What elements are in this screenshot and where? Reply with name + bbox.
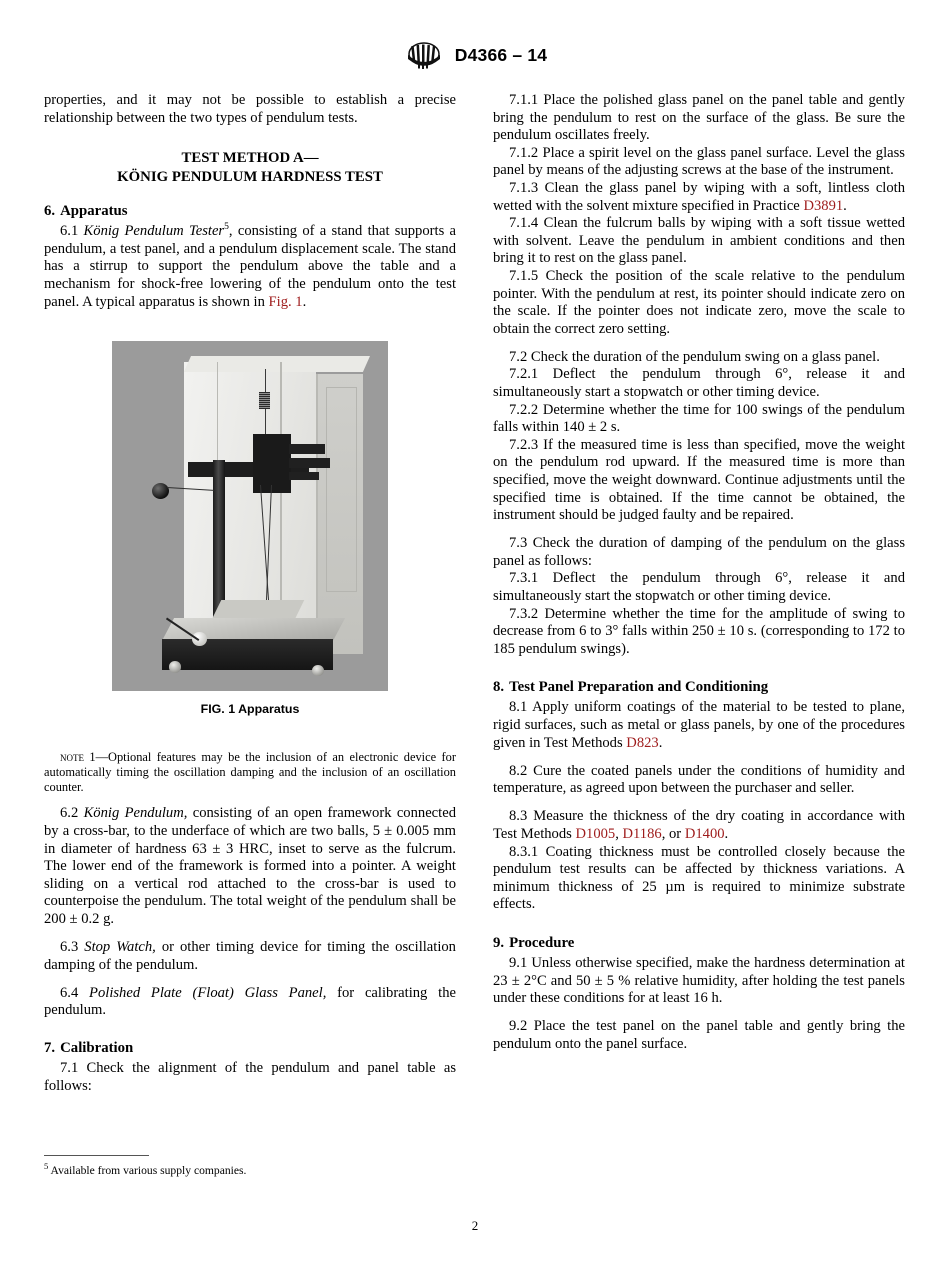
paragraph-8-2 bbox=[493, 763, 905, 798]
standard-designation: D4366 – 14 bbox=[454, 44, 548, 65]
two-column-body bbox=[44, 92, 906, 1095]
paragraph-6-2 bbox=[44, 805, 456, 928]
instrument-base-body bbox=[162, 639, 333, 671]
link-d1186[interactable]: D1186 bbox=[622, 825, 662, 842]
head-arm-lower bbox=[289, 472, 319, 480]
paragraph-7-3-2 bbox=[493, 606, 905, 659]
paragraph-7-3 bbox=[493, 535, 905, 570]
head-arm-upper bbox=[289, 444, 325, 453]
paragraph-7-2-3-number: 7.2.3 bbox=[509, 436, 539, 453]
link-fig-1[interactable]: Fig. 1 bbox=[268, 293, 303, 310]
link-d1400[interactable]: D1400 bbox=[684, 825, 725, 842]
paragraph-7-2-2-number: 7.2.2 bbox=[509, 401, 539, 418]
note-text: Optional features may be the inclusion of an electronic device for automatically timing the oscillation damping and the inclusion of an oscillation counter. bbox=[44, 750, 456, 794]
paragraph-6-3 bbox=[44, 939, 456, 974]
paragraph-7-1-3-number: 7.1.3 bbox=[509, 179, 539, 196]
paragraph-6-1-body-a: , consisting of a stand that supports a pendulum, a test panel, and a pendulum displacement scale. The stand has a stirrup to support the pendulum above the table and a mechanism for shock-free lowering of the pendulum onto the test panel. A typical apparatus is shown in bbox=[44, 223, 457, 310]
paragraph-7-2-3 bbox=[493, 437, 905, 525]
paragraph-6-2-number: 6.2 bbox=[60, 805, 79, 822]
paragraph-7-1-2-number: 7.1.2 bbox=[509, 144, 539, 161]
paragraph-7-2-1 bbox=[493, 366, 905, 401]
paragraph-7-1-4-body: Clean the fulcrum balls by wiping with a soft tissue wetted with solvent. Leave the pendulum in ambient conditions and then bring it to rest on the glass panel. bbox=[493, 215, 905, 267]
paragraph-8-3-number: 8.3 bbox=[509, 808, 528, 825]
paragraph-7-1-1-body: Place the polished glass panel on the panel table and gently bring the pendulum to rest on the surface of the glass. Be sure the pendulum oscillates freely. bbox=[493, 92, 905, 144]
paragraph-6-4 bbox=[44, 985, 456, 1020]
paragraph-8-1-body-b: . bbox=[658, 734, 663, 751]
paragraph-8-3-sep1: , bbox=[615, 825, 623, 842]
note-label: note bbox=[60, 750, 84, 765]
footnote-5-text: Available from various supply companies. bbox=[48, 1164, 247, 1177]
paragraph-6-4-body: for calibrating the pendulum. bbox=[44, 984, 456, 1019]
paragraph-7-1-4-number: 7.1.4 bbox=[509, 215, 539, 232]
paragraph-6-4-term: Polished Plate (Float) Glass Panel, bbox=[89, 984, 327, 1001]
link-d3891[interactable]: D3891 bbox=[803, 197, 844, 214]
link-d823[interactable]: D823 bbox=[626, 734, 659, 751]
leveling-foot-right bbox=[312, 665, 324, 676]
paragraph-6-3-number: 6.3 bbox=[60, 939, 79, 956]
paragraph-6-1 bbox=[44, 223, 456, 311]
section-8-heading bbox=[493, 678, 905, 696]
paragraph-9-1 bbox=[493, 955, 905, 1008]
paragraph-6-1-body-b: . bbox=[302, 293, 307, 310]
paragraph-7-2-2-body: Determine whether the time for 100 swings of the pendulum falls within 140 ± 2 s. bbox=[493, 401, 905, 436]
paragraph-8-3-1-body: Coating thickness must be controlled closely because the pendulum test results can be affected by thickness variations. A minimum thickness of 25 µm is required to minimize substrate effects. bbox=[493, 843, 905, 913]
leveling-foot-left bbox=[169, 661, 181, 672]
test-method-heading-line1: TEST METHOD A— bbox=[181, 150, 319, 167]
section-7-heading bbox=[44, 1039, 456, 1057]
footnote-area bbox=[44, 1155, 456, 1178]
panel-table bbox=[213, 600, 304, 618]
paragraph-7-1-2 bbox=[493, 145, 905, 180]
paragraph-7-2-1-number: 7.2.1 bbox=[509, 366, 539, 383]
paragraph-8-1-body-a: Apply uniform coatings of the material to be tested to plane, rigid surfaces, such as metal or glass panels, by one of the procedures given in Test Methods bbox=[493, 699, 906, 751]
paragraph-8-2-body: Cure the coated panels under the conditions of humidity and temperature, as agreed upon between the purchaser and seller. bbox=[493, 762, 905, 797]
paragraph-9-2-number: 9.2 bbox=[509, 1018, 528, 1035]
paragraph-7-1-3-body-a: Clean the glass panel by wiping with a soft, lintless cloth wetted with the solvent mixture specified in Practice bbox=[493, 179, 905, 214]
section-7-number: 7. bbox=[44, 1039, 56, 1056]
paragraph-7-2-2 bbox=[493, 402, 905, 437]
note-number: 1 bbox=[89, 750, 96, 765]
paragraph-8-3-body-a: Measure the thickness of the dry coating in accordance with Test Methods bbox=[493, 808, 905, 842]
footnote-5 bbox=[44, 1161, 456, 1178]
link-d1005[interactable]: D1005 bbox=[575, 825, 616, 842]
continued-paragraph: properties, and it may not be possible to establish a precise relationship between the two types of pendulum tests. bbox=[44, 92, 456, 126]
test-method-heading-line2: KÖNIG PENDULUM HARDNESS TEST bbox=[117, 168, 383, 185]
astm-logo-icon bbox=[403, 40, 445, 70]
paragraph-7-1-3 bbox=[493, 180, 905, 215]
paragraph-6-3-term: Stop Watch, bbox=[84, 939, 156, 956]
page-header bbox=[0, 40, 950, 70]
section-9-number: 9. bbox=[493, 934, 505, 951]
paragraph-7-1-body: Check the alignment of the pendulum and panel table as follows: bbox=[44, 1059, 456, 1094]
paragraph-7-1-4 bbox=[493, 215, 905, 268]
paragraph-7-1-5 bbox=[493, 268, 905, 338]
paragraph-8-3 bbox=[493, 808, 905, 843]
paragraph-7-2-body: Check the duration of the pendulum swing on a glass panel. bbox=[530, 348, 880, 365]
section-8-number: 8. bbox=[493, 679, 505, 696]
paragraph-6-2-term: König Pendulum, bbox=[83, 805, 188, 822]
paragraph-9-2 bbox=[493, 1018, 905, 1053]
paragraph-6-4-number: 6.4 bbox=[60, 984, 79, 1001]
section-7-title: Calibration bbox=[60, 1039, 134, 1056]
section-9-title: Procedure bbox=[509, 934, 575, 951]
paragraph-7-1-5-number: 7.1.5 bbox=[509, 267, 539, 284]
footnote-5-marker: 5 bbox=[44, 1161, 49, 1172]
section-6-heading bbox=[44, 202, 456, 220]
paragraph-7-3-body: Check the duration of damping of the pendulum on the glass panel as follows: bbox=[493, 535, 905, 569]
footnote-marker-5[interactable]: 5 bbox=[224, 221, 229, 233]
paragraph-6-2-body: consisting of an open framework connected by a cross-bar, to the underface of which are two balls, 5 ± 0.005 mm in diameter of hardness 63 ± 3 HRC, inset to serve as the fulcrum. The lower end of the framework is formed into a pointer. A weight sliding on a vertical rod attached to the cross-bar is used to counterpoise the pendulum. The total weight of the pendulum shall be 200 ± 0.2 g. bbox=[44, 805, 456, 927]
paragraph-7-1-2-body: Place a spirit level on the glass panel surface. Level the glass panel by means of the adjusting screws at the base of the instrument. bbox=[493, 144, 905, 179]
cabinet-top-panel bbox=[184, 356, 370, 372]
note-dash: — bbox=[95, 750, 109, 765]
paragraph-7-2 bbox=[493, 349, 905, 367]
paragraph-8-3-sep2: , or bbox=[661, 825, 685, 842]
paragraph-9-1-number: 9.1 bbox=[509, 954, 528, 971]
paragraph-7-1-1-number: 7.1.1 bbox=[509, 92, 539, 108]
paragraph-7-3-1-body: Deflect the pendulum through 6°, release it and simultaneously start the stopwatch or other timing device. bbox=[493, 570, 905, 605]
section-6-title: Apparatus bbox=[60, 203, 128, 220]
right-column bbox=[493, 92, 905, 1095]
cabinet-side-door-outline bbox=[326, 387, 357, 592]
paragraph-9-1-body: Unless otherwise specified, make the hardness determination at 23 ± 2°C and 50 ± 5 % relative humidity, after holding the test panels under these conditions for at least 16 h. bbox=[493, 954, 905, 1007]
paragraph-7-2-1-body: Deflect the pendulum through 6°, release it and simultaneously start a stopwatch or other timing device. bbox=[493, 366, 905, 400]
left-column bbox=[44, 92, 456, 1095]
paragraph-8-2-number: 8.2 bbox=[509, 762, 528, 779]
page-number: 2 bbox=[471, 1218, 479, 1233]
paragraph-7-1-1 bbox=[493, 92, 905, 145]
paragraph-8-3-1 bbox=[493, 844, 905, 914]
paragraph-8-3-1-number: 8.3.1 bbox=[509, 843, 539, 860]
paragraph-7-2-3-body: If the measured time is less than specified, move the weight on the pendulum rod upward. If the measured time is more than specified, move the weight downward. Continue adjustments until the specified time is obtained. If the time cannot be obtained, the instrument should be judged faulty and be repaired. bbox=[493, 436, 905, 524]
paragraph-8-3-body-b: . bbox=[724, 825, 729, 842]
konig-pendulum-apparatus-photo bbox=[112, 341, 388, 691]
paragraph-7-3-2-body: Determine whether the time for the amplitude of swing to decrease from 6 to 3° falls within 250 ± 10 s. (corresponding to 172 to 185 pendulum swings). bbox=[493, 605, 905, 657]
paragraph-8-1 bbox=[493, 699, 905, 752]
test-method-heading bbox=[44, 149, 456, 186]
footnote-divider bbox=[44, 1155, 149, 1156]
instrument-base-top bbox=[162, 618, 345, 641]
paragraph-6-3-body: or other timing device for timing the oscillation damping of the pendulum. bbox=[44, 939, 456, 973]
cabinet-edge-right bbox=[316, 374, 318, 654]
paragraph-6-1-number: 6.1 bbox=[60, 223, 79, 240]
note-1 bbox=[44, 750, 456, 795]
adjustment-knob bbox=[152, 483, 169, 499]
paragraph-7-1-3-body-b: . bbox=[843, 197, 847, 214]
paragraph-7-2-number: 7.2 bbox=[509, 348, 528, 365]
paragraph-7-1-number: 7.1 bbox=[60, 1059, 79, 1076]
paragraph-8-1-number: 8.1 bbox=[509, 699, 528, 716]
section-8-title: Test Panel Preparation and Conditioning bbox=[509, 679, 769, 696]
paragraph-7-3-number: 7.3 bbox=[509, 535, 528, 552]
head-arm-middle bbox=[289, 458, 330, 467]
paragraph-9-2-body: Place the test panel on the panel table and gently bring the pendulum onto the panel surface. bbox=[493, 1018, 905, 1052]
paragraph-7-1 bbox=[44, 1060, 456, 1095]
paragraph-6-1-term: König Pendulum Tester bbox=[83, 223, 225, 240]
paragraph-7-3-2-number: 7.3.2 bbox=[509, 605, 539, 622]
figure-1-caption: FIG. 1 Apparatus bbox=[200, 702, 300, 717]
sliding-weight bbox=[259, 392, 270, 410]
paragraph-7-3-1-number: 7.3.1 bbox=[509, 570, 539, 587]
paragraph-7-3-1 bbox=[493, 570, 905, 605]
paragraph-7-1-5-body: Check the position of the scale relative to the pendulum pointer. With the pendulum at rest, its pointer should indicate zero on the scale. If the pointer does not indicate zero, move the scale to obtain the correct zero setting. bbox=[493, 267, 905, 337]
section-9-heading bbox=[493, 934, 905, 952]
section-6-number: 6. bbox=[44, 203, 56, 220]
figure-1-block bbox=[44, 341, 456, 716]
